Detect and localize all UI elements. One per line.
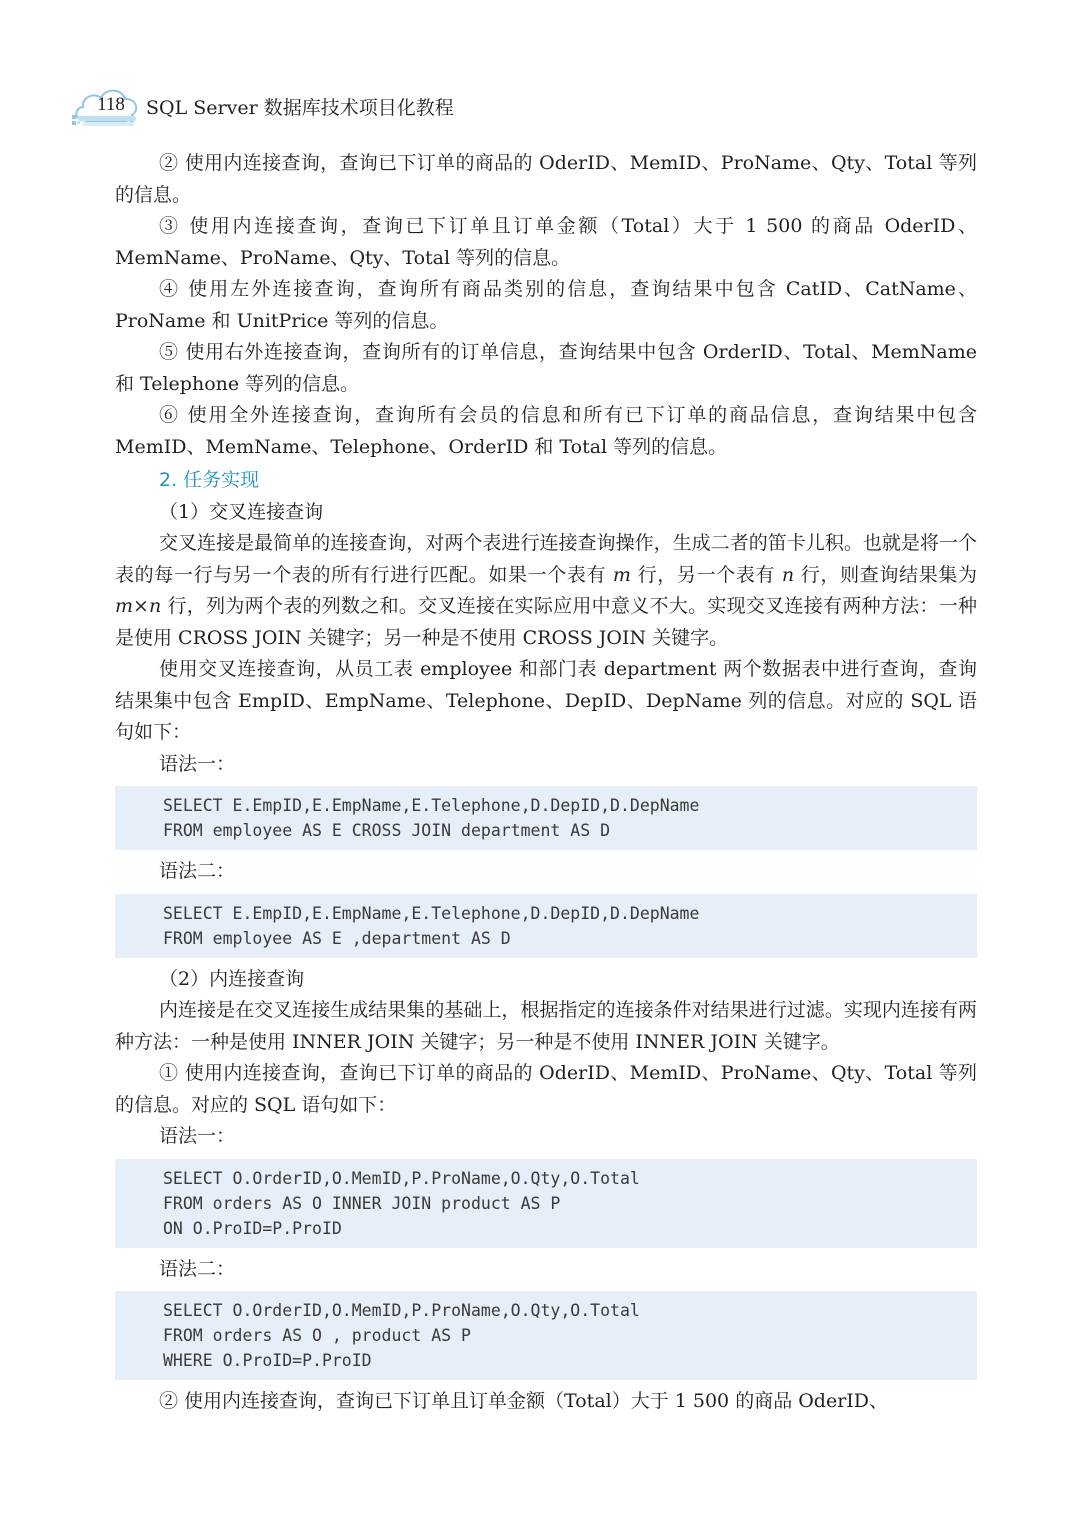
- code-line: SELECT E.EmpID,E.EmpName,E.Telephone,D.DepID,D.DepName: [163, 903, 700, 923]
- paragraph: ② 使用内连接查询，查询已下订单且订单金额（Total）大于 1 500 的商品 OderID、: [159, 1390, 889, 1412]
- code-block: [115, 1291, 977, 1380]
- code-line: SELECT O.OrderID,O.MemID,P.ProName,O.Qty,O.Total: [163, 1168, 640, 1188]
- code-line: ON O.ProID=P.ProID: [163, 1218, 342, 1238]
- code-line: FROM employee AS E CROSS JOIN department AS D: [163, 821, 611, 840]
- book-title: SQL Server 数据库技术项目化教程: [146, 97, 454, 119]
- subsection-heading: （1）交叉连接查询: [159, 500, 324, 523]
- paragraph: ③ 使用内连接查询，查询已下订单且订单金额（Total）大于 1 500 的商品 OderID、MemName、ProName、Qty、Total 等列的信息。: [115, 215, 977, 269]
- paragraph: ⑤ 使用右外连接查询，查询所有的订单信息，查询结果中包含 OrderID、Total、MemName 和 Telephone 等列的信息。: [115, 341, 977, 395]
- code-line: FROM orders AS O , product AS P: [163, 1326, 471, 1345]
- math-variable: m: [115, 595, 134, 617]
- code-line: FROM orders AS O INNER JOIN product AS P: [163, 1193, 561, 1213]
- paragraph: ① 使用内连接查询，查询已下订单的商品的 OderID、MemID、ProName、Qty、Total 等列的信息。对应的 SQL 语句如下：: [115, 1062, 977, 1116]
- math-variable: n: [781, 563, 795, 586]
- text-segment: 交叉连接是最简单的连接查询，对两个表进行连接查询操作，生成二者的笛卡儿积。也就是将一个表的每一行与另一个表的所有行进行匹配。如果一个表有: [115, 532, 977, 586]
- paragraph-cross-join: [115, 528, 977, 654]
- paragraph: ② 使用内连接查询，查询已下订单的商品的 OderID、MemID、ProName、Qty、Total 等列的信息。: [115, 152, 977, 206]
- page-header: [70, 84, 490, 134]
- code-block: [115, 786, 977, 850]
- syntax-label: 语法二：: [159, 1257, 236, 1280]
- text-segment: 行，列为两个表的列数之和。交叉连接在实际应用中意义不大。实现交叉连接有两种方法：一种是使用 CROSS JOIN 关键字；另一种是不使用 CROSS JOIN 关键字。: [115, 595, 977, 649]
- math-variable: m: [612, 563, 631, 586]
- text-segment: 行，另一个表有: [630, 563, 782, 586]
- syntax-label: 语法一：: [159, 752, 236, 775]
- paragraph: ⑥ 使用全外连接查询，查询所有会员的信息和所有已下订单的商品信息，查询结果中包含 MemID、MemName、Telephone、OrderID 和 Total 等列的信息。: [115, 404, 977, 458]
- syntax-label: 语法二：: [159, 860, 236, 882]
- code-block: [115, 894, 977, 958]
- section-heading: 2. 任务实现: [159, 469, 260, 491]
- code-line: SELECT E.EmpID,E.EmpName,E.Telephone,D.DepID,D.DepName: [163, 796, 700, 815]
- paragraph: 内连接是在交叉连接生成结果集的基础上，根据指定的连接条件对结果进行过滤。实现内连接有两种方法：一种是使用 INNER JOIN 关键字；另一种是不使用 INNER JOIN 关键字。: [115, 999, 977, 1053]
- code-line: WHERE O.ProID=P.ProID: [163, 1351, 372, 1370]
- code-line: FROM employee AS E ,department AS D: [163, 928, 511, 948]
- math-variable: n: [148, 595, 162, 617]
- page-number: 118: [97, 94, 125, 115]
- paragraph: ④ 使用左外连接查询，查询所有商品类别的信息，查询结果中包含 CatID、CatName、ProName 和 UnitPrice 等列的信息。: [115, 278, 977, 332]
- code-line: SELECT O.OrderID,O.MemID,P.ProName,O.Qty,O.Total: [163, 1301, 640, 1320]
- syntax-label: 语法一：: [159, 1125, 236, 1147]
- paragraph: 使用交叉连接查询，从员工表 employee 和部门表 department 两个数据表中进行查询，查询结果集中包含 EmpID、EmpName、Telephone、DepID、DepName 列的信息。对应的 SQL 语句如下：: [115, 658, 977, 743]
- subsection-heading: （2）内连接查询: [159, 967, 305, 990]
- page-body: [115, 148, 977, 1418]
- times-symbol: ×: [133, 595, 149, 617]
- code-block: [115, 1159, 977, 1248]
- text-segment: 行，则查询结果集为: [794, 563, 977, 586]
